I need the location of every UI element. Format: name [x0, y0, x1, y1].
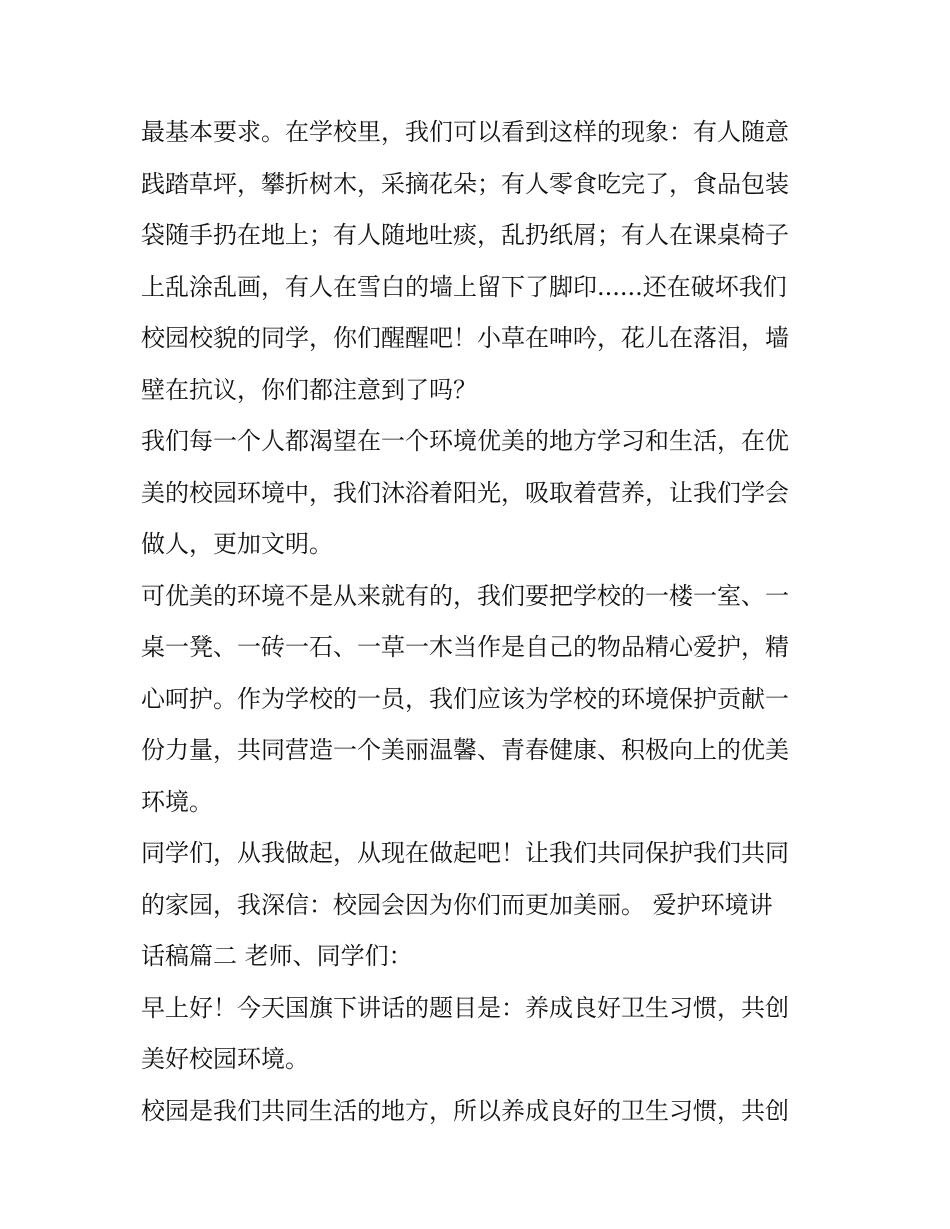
text-line: 美好校园环境。 [141, 1045, 309, 1073]
text-line: 最基本要求。在学校里，我们可以看到这样的现象：有人随意 [141, 118, 789, 146]
text-line: 话稿篇二 老师、同学们： [141, 942, 413, 970]
text-line: 环境。 [141, 787, 213, 816]
text-line: 早上好！今天国旗下讲话的题目是：养成良好卫生习惯，共创 [141, 993, 789, 1022]
text-line: 践踏草坪，攀折树木，采摘花朵；有人零食吃完了，食品包装 [141, 169, 789, 198]
text-line: 我们每一个人都渴望在一个环境优美的地方学习和生活，在优 [141, 427, 789, 455]
text-line: 心呵护。作为学校的一员，我们应该为学校的环境保护贡献一 [141, 684, 789, 713]
text-line: 份力量，共同营造一个美丽温馨、青春健康、积极向上的优美 [141, 736, 789, 764]
text-line: 美的校园环境中，我们沐浴着阳光，吸取着营养，让我们学会 [141, 478, 789, 507]
text-line: 做人，更加文明。 [141, 530, 333, 558]
text-line: 同学们，从我做起，从现在做起吧！让我们共同保护我们共同 [141, 839, 789, 867]
text-line: 可优美的环境不是从来就有的，我们要把学校的一楼一室、一 [141, 581, 789, 610]
text-line: 上乱涂乱画，有人在雪白的墙上留下了脚印......还在破坏我们 [141, 272, 787, 301]
text-line: 校园校貌的同学，你们醒醒吧！小草在呻吟，花儿在落泪，墙 [141, 324, 789, 352]
text-line: 壁在抗议，你们都注意到了吗？ [141, 375, 477, 404]
document-body [141, 107, 813, 1137]
text-line: 袋随手扔在地上；有人随地吐痰，乱扔纸屑；有人在课桌椅子 [141, 221, 789, 249]
text-line: 桌一凳、一砖一石、一草一木当作是自己的物品精心爱护，精 [141, 633, 789, 661]
text-line: 校园是我们共同生活的地方，所以养成良好的卫生习惯，共创 [141, 1096, 789, 1125]
text-line: 的家园，我深信：校园会因为你们而更加美丽。 爱护环境讲 [141, 890, 773, 919]
